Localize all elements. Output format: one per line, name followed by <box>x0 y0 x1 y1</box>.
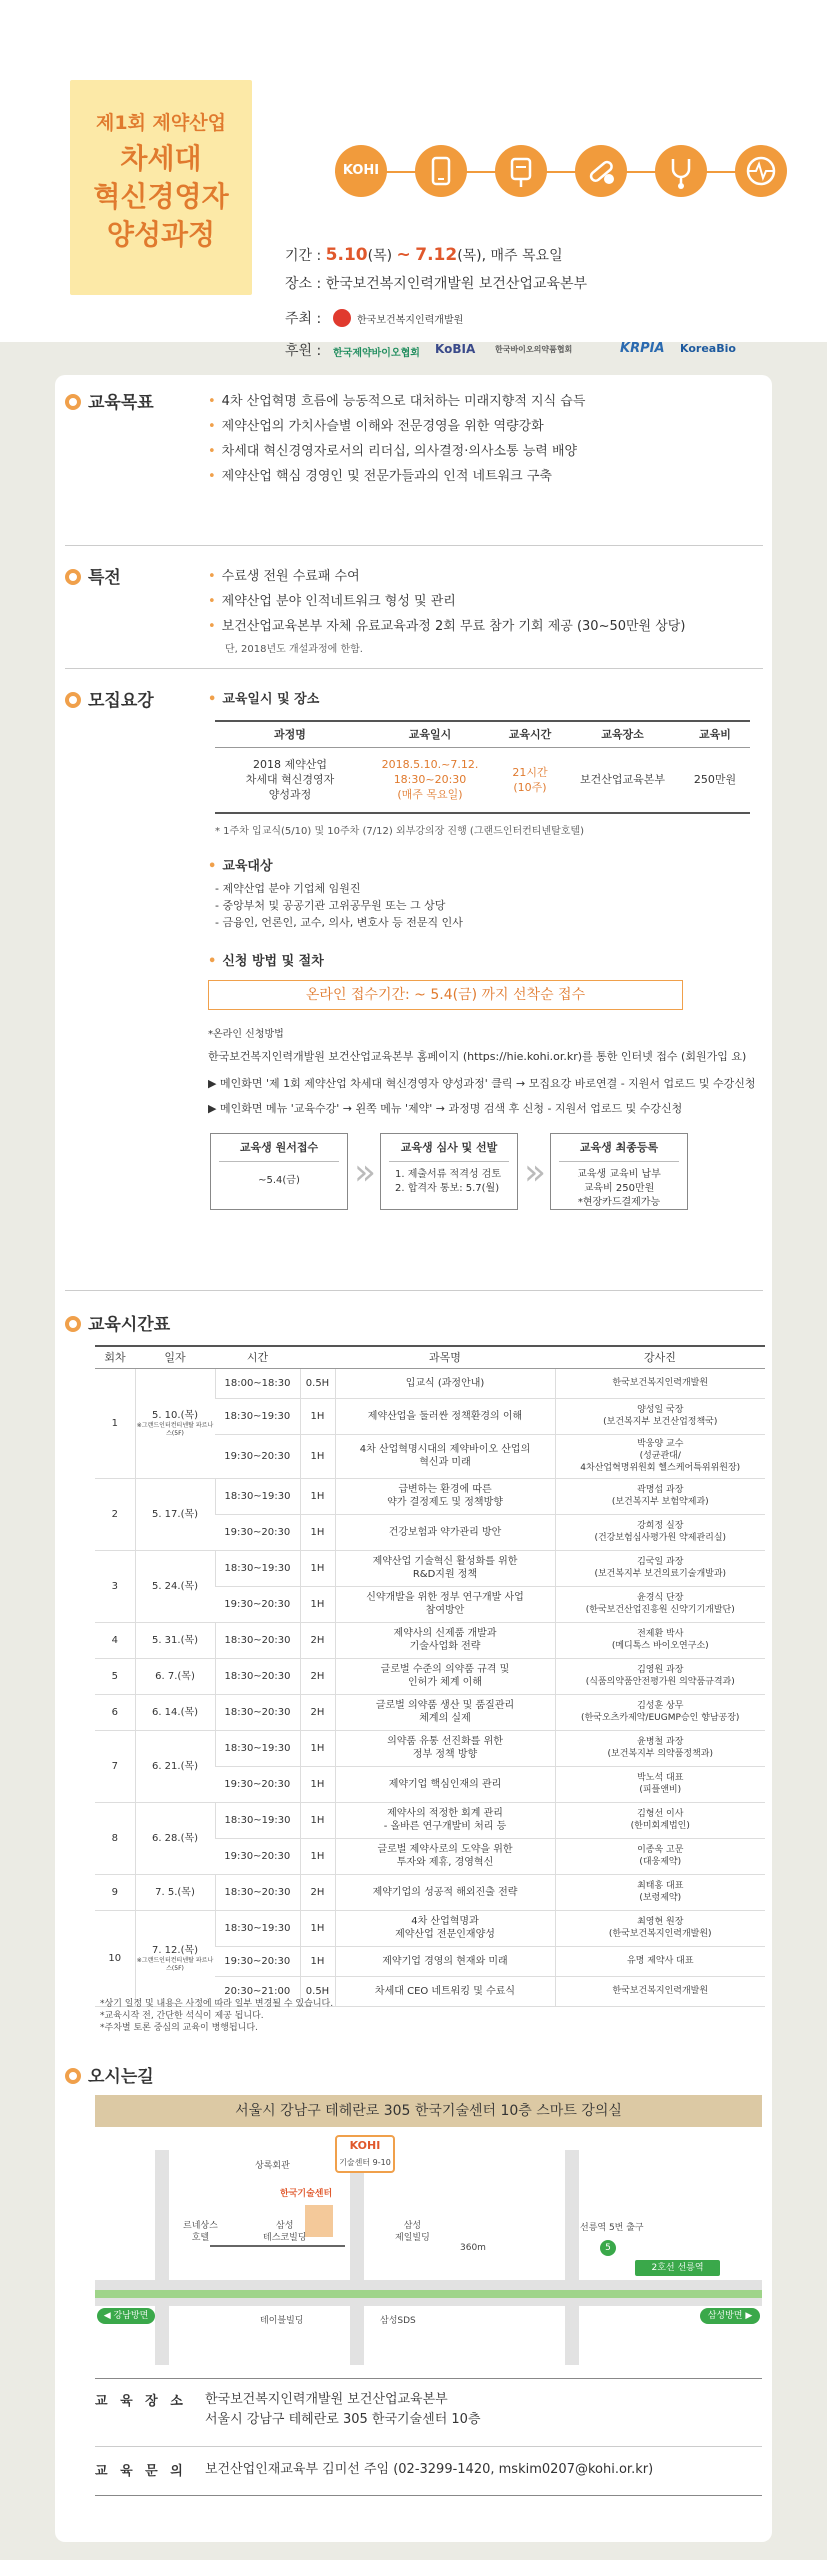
section-bullet-icon <box>65 692 81 708</box>
course-hours <box>495 747 565 813</box>
schedule-date <box>135 1910 215 2006</box>
stethoscope-icon <box>655 145 707 197</box>
schedule-subject: 4차 산업혁명시대의 제약바이오 산업의 혁신과 미래 <box>335 1434 555 1478</box>
feature-note: 단, 2018년도 개설과정에 한함. <box>225 644 363 655</box>
schedule-time: 18:30~19:30 <box>215 1802 300 1838</box>
schedule-time: 18:30~19:30 <box>215 1398 300 1434</box>
map-label-samsung-fire: 삼성 제일빌딩 <box>395 2221 430 2243</box>
course-table <box>215 720 750 814</box>
recruit-sub3: • 신청 방법 및 절차 <box>208 950 324 969</box>
schedule-no: 1 <box>95 1368 135 1478</box>
map-label-samsung-test: 삼성 테스코빌딩 <box>263 2221 307 2243</box>
schedule-lecturer: 최영현 원장 (한국보건복지인력개발원) <box>555 1910 765 1946</box>
schedule-time: 18:00~18:30 <box>215 1368 300 1398</box>
host-name: 한국보건복지인력개발원 <box>357 315 464 326</box>
map-label-sds: 삼성SDS <box>380 2316 416 2326</box>
schedule-lecturer: 윤경식 단장 (한국보건산업진흥원 신약기기개발단) <box>555 1586 765 1622</box>
flow-step-1 <box>210 1133 348 1210</box>
goal-list <box>208 390 768 490</box>
map-label-hotel: 르네상스 호텔 <box>183 2221 218 2243</box>
section-recruit-title <box>65 686 154 711</box>
schedule-subject: 제약기업의 성공적 해외진출 전략 <box>335 1874 555 1910</box>
schedule-no: 7 <box>95 1730 135 1802</box>
online-period-box: 온라인 접수기간: ~ 5.4(금) 까지 선착순 접수 <box>208 980 683 1010</box>
recruit-sub2: • 교육대상 <box>208 855 273 874</box>
schedule-date-text: 7. 5.(목) <box>155 1886 195 1898</box>
place-row <box>285 273 587 293</box>
direction-right-badge: 삼성방면 ▶ <box>700 2308 760 2324</box>
course-hours-line: 21시간 <box>512 765 548 779</box>
course-table-header <box>215 721 750 747</box>
direction-right-label: 삼성방면 <box>707 2311 743 2321</box>
schedule-hours: 1H <box>300 1946 335 1976</box>
period-label: 기간 : <box>285 248 322 264</box>
schedule-hours: 2H <box>300 1874 335 1910</box>
course-table-note: * 1주차 입교식(5/10) 및 10주차 (7/12) 외부강의장 진행 (그랜드인터컨티넨탈호텔) <box>215 826 584 837</box>
section-feature-label: 특전 <box>88 568 121 588</box>
course-name-line: 2018 제약산업 <box>253 758 327 772</box>
header <box>0 0 827 359</box>
online-method-2: ▶ 메인화면 '제 1회 제약산업 차세대 혁신경영자 양성과정' 클릭 → 모집요강 바로연결 - 지원서 업로드 및 수강신청 <box>208 1077 756 1090</box>
schedule-note: *주차별 토론 중심의 교육이 병행됩니다. <box>100 2023 258 2033</box>
schedule-hours: 0.5H <box>300 1368 335 1398</box>
schedule-lecturer: 전제환 박사 (메디톡스 바이오연구소) <box>555 1622 765 1658</box>
schedule-subject: 입교식 (과정안내) <box>335 1368 555 1398</box>
chevron-right-icon: » <box>353 1152 377 1193</box>
goal-item: • 제약산업의 가치사슬별 이해와 전문경영을 위한 역량강화 <box>208 415 768 440</box>
schedule-lecturer: 윤병철 과장 (보건복지부 의약품정책과) <box>555 1730 765 1766</box>
schedule-hours: 2H <box>300 1658 335 1694</box>
schedule-date <box>135 1550 215 1622</box>
section-recruit-label: 모집요강 <box>88 691 154 711</box>
kohi-map-marker <box>335 2135 395 2173</box>
schedule-subject: 제약산업 기술혁신 활성화를 위한 R&D지원 정책 <box>335 1550 555 1586</box>
exit-number-icon: 5 <box>600 2240 616 2256</box>
feature-list <box>208 565 768 640</box>
schedule-lecturer: 김성훈 상무 (한국오츠카제약/EUGMP승인 향남공장) <box>555 1694 765 1730</box>
schedule-hours: 1H <box>300 1586 335 1622</box>
period-end: 7.12 <box>415 245 458 265</box>
online-method-title: *온라인 신청방법 <box>208 1029 284 1040</box>
schedule-date-text: 7. 12.(목) <box>151 1944 199 1956</box>
footer-place-line: 서울시 강남구 테헤란로 305 한국기술센터 10층 <box>205 2412 481 2427</box>
section-location-label: 오시는길 <box>88 2067 154 2087</box>
course-name-line: 차세대 혁신경영자 <box>245 773 335 787</box>
schedule-date <box>135 1802 215 1874</box>
flow-step-line: 2. 합격자 통보: 5.7(월) <box>395 1183 500 1194</box>
target-item: - 제약산업 분야 기업체 임원진 <box>215 882 361 895</box>
target-item: - 중앙부처 및 공공기관 고위공무원 또는 그 상당 <box>215 899 446 912</box>
flow-step-title: 교육생 심사 및 선발 <box>389 1134 509 1162</box>
map-center-label: 한국기술센터 <box>280 2189 333 2199</box>
goal-item: • 제약산업 핵심 경영인 및 전문가들과의 인적 네트워크 구축 <box>208 465 768 490</box>
schedule-date-text: 6. 7.(목) <box>155 1670 195 1682</box>
schedule-subject: 신약개발을 위한 정부 연구개발 사업 참여방안 <box>335 1586 555 1622</box>
course-fee: 250만원 <box>680 747 750 813</box>
host-logo-icon <box>333 309 351 327</box>
footer-divider-bottom <box>95 2495 762 2496</box>
schedule-lecturer: 한국보건복지인력개발원 <box>555 1368 765 1398</box>
schedule-time: 18:30~19:30 <box>215 1730 300 1766</box>
footer-place-row <box>95 2390 762 2434</box>
kohi-map-label: KOHI <box>349 2139 381 2152</box>
host-label: 주최 : <box>285 311 322 327</box>
section-goal-label: 교육목표 <box>88 393 154 413</box>
map-road <box>155 2150 169 2365</box>
schedule-date <box>135 1874 215 1910</box>
section-location-title <box>65 2062 154 2087</box>
host-row <box>285 308 321 328</box>
title-line-1: 제1회 제약산업 <box>96 112 226 134</box>
schedule-no: 5 <box>95 1658 135 1694</box>
schedule-row <box>95 1368 765 1398</box>
sponsor-logo-1: 한국제약바이오협회 <box>333 348 420 359</box>
sponsor-logo-5: KoreaBio <box>680 342 736 355</box>
schedule-date-note: ※그랜드인터컨티넨탈 파르나스(5F) <box>136 1421 214 1437</box>
section-bullet-icon <box>65 569 81 585</box>
schedule-hours: 1H <box>300 1478 335 1514</box>
schedule-date-text: 5. 24.(목) <box>151 1580 199 1592</box>
schedule-date-text: 6. 14.(목) <box>151 1706 199 1718</box>
online-method-3: ▶ 메인화면 메뉴 '교육수강' → 왼쪽 메뉴 '제약' → 과정명 검색 후 신청 - 지원서 업로드 및 수강신청 <box>208 1102 683 1115</box>
schedule-date <box>135 1658 215 1694</box>
schedule-row <box>95 1622 765 1658</box>
goal-item: • 차세대 혁신경영자로서의 리더십, 의사결정·의사소통 능력 배양 <box>208 440 768 465</box>
schedule-time: 18:30~19:30 <box>215 1910 300 1946</box>
schedule-lecturer: 양성일 국장 (보건복지부 보건산업정책국) <box>555 1398 765 1434</box>
schedule-subject: 제약사의 적정한 회계 관리 - 올바른 연구개발비 처리 등 <box>335 1802 555 1838</box>
kohi-map-sub: 기술센터 9-10 <box>339 2158 391 2167</box>
schedule-note: *상기 일정 및 내용은 사정에 따라 일부 변경될 수 있습니다. <box>100 1999 334 2009</box>
kohi-building-icon <box>305 2205 333 2237</box>
footer-place-value <box>205 2390 481 2430</box>
schedule-time: 19:30~20:30 <box>215 1946 300 1976</box>
schedule-no: 6 <box>95 1694 135 1730</box>
schedule-row <box>95 1910 765 1946</box>
flow-step-line: 1. 제출서류 적격성 검토 <box>395 1169 502 1180</box>
subway-line <box>95 2290 762 2298</box>
th-course: 과정명 <box>215 721 365 747</box>
course-date-line: (매주 목요일) <box>397 788 463 802</box>
footer-contact-label: 교 육 문 의 <box>95 2464 187 2479</box>
flow-step-line: ~5.4(금) <box>258 1175 300 1186</box>
schedule-date <box>135 1478 215 1550</box>
schedule-hours: 1H <box>300 1730 335 1766</box>
flow-step-title: 교육생 원서접수 <box>219 1134 339 1162</box>
schedule-hours: 2H <box>300 1694 335 1730</box>
divider <box>65 545 763 546</box>
title-line-3: 혁신경영자 <box>93 180 229 213</box>
schedule-hours: 1H <box>300 1802 335 1838</box>
schedule-hours: 0.5H <box>300 1976 335 2006</box>
schedule-row <box>95 1658 765 1694</box>
schedule-time: 19:30~20:30 <box>215 1766 300 1802</box>
schedule-time: 19:30~20:30 <box>215 1434 300 1478</box>
schedule-row <box>95 1730 765 1766</box>
schedule-lecturer: 박웅양 교수 (성균관대/ 4차산업혁명위원회 헬스케어특위위원장) <box>555 1434 765 1478</box>
schedule-row <box>95 1802 765 1838</box>
footer-place-line: 한국보건복지인력개발원 보건산업교육본부 <box>205 2392 448 2407</box>
divider <box>65 1290 763 1291</box>
footer-contact-row <box>95 2460 762 2484</box>
schedule-hours: 1H <box>300 1434 335 1478</box>
footer-divider-top <box>95 2378 762 2379</box>
schedule-subject: 4차 산업혁명과 제약산업 전문인재양성 <box>335 1910 555 1946</box>
schedule-time: 19:30~20:30 <box>215 1838 300 1874</box>
schedule-lecturer: 한국보건복지인력개발원 <box>555 1976 765 2006</box>
schedule-hours: 1H <box>300 1910 335 1946</box>
th-lecturer: 강사진 <box>555 1346 765 1368</box>
place-value: 한국보건복지인력개발원 보건산업교육본부 <box>325 276 588 292</box>
schedule-date-text: 6. 28.(목) <box>151 1832 199 1844</box>
schedule-time: 18:30~19:30 <box>215 1550 300 1586</box>
schedule-hours: 1H <box>300 1766 335 1802</box>
schedule-date <box>135 1694 215 1730</box>
location-map <box>95 2130 762 2365</box>
period-start-day: (목) <box>367 248 393 264</box>
icon-strip <box>335 145 815 205</box>
flow-step-3 <box>550 1133 688 1210</box>
course-date <box>365 747 495 813</box>
schedule-table <box>95 1345 765 2007</box>
schedule-no: 8 <box>95 1802 135 1874</box>
schedule-lecturer: 박노석 대표 (피플앤비) <box>555 1766 765 1802</box>
th-place: 교육장소 <box>565 721 680 747</box>
goal-item: • 4차 산업혁명 흐름에 능동적으로 대처하는 미래지향적 지식 습득 <box>208 390 768 415</box>
schedule-subject: 글로벌 수준의 의약품 규격 및 인허가 체계 이해 <box>335 1658 555 1694</box>
schedule-time: 19:30~20:30 <box>215 1586 300 1622</box>
direction-left-badge: ◀ 강남방면 <box>97 2308 155 2324</box>
course-place: 보건산업교육본부 <box>565 747 680 813</box>
schedule-no: 9 <box>95 1874 135 1910</box>
schedule-row <box>95 1478 765 1514</box>
place-label: 장소 : <box>285 276 322 292</box>
course-date-line: 2018.5.10.~7.12. <box>381 758 479 772</box>
schedule-time: 18:30~20:30 <box>215 1694 300 1730</box>
schedule-hours: 1H <box>300 1514 335 1550</box>
schedule-date-text: 5. 31.(목) <box>151 1634 199 1646</box>
schedule-hours: 1H <box>300 1398 335 1434</box>
course-date-line: 18:30~20:30 <box>393 773 467 787</box>
schedule-no: 10 <box>95 1910 135 2006</box>
schedule-lecturer: 김국일 과장 (보건복지부 보건의료기술개발과) <box>555 1550 765 1586</box>
schedule-date <box>135 1622 215 1658</box>
section-bullet-icon <box>65 394 81 410</box>
section-feature-title <box>65 563 121 588</box>
schedule-time: 18:30~19:30 <box>215 1478 300 1514</box>
footer-contact-value: 보건산업인재교육부 김미선 주임 (02-3299-1420, mskim0207@kohi.or.kr) <box>205 2462 654 2477</box>
schedule-time: 18:30~20:30 <box>215 1874 300 1910</box>
sponsor-logo-4: KRPIA <box>620 341 665 356</box>
schedule-time: 18:30~20:30 <box>215 1622 300 1658</box>
schedule-note: *교육시작 전, 간단한 석식이 제공 됩니다. <box>100 2011 264 2021</box>
target-item: - 금융인, 언론인, 교수, 의사, 변호사 등 전문직 인사 <box>215 916 463 929</box>
th-no: 회차 <box>95 1346 135 1368</box>
footer-place-label: 교 육 장 소 <box>95 2394 187 2409</box>
period-start: 5.10 <box>325 245 368 265</box>
schedule-lecturer: 곽명섭 과장 (보건복지부 보험약제과) <box>555 1478 765 1514</box>
schedule-hours: 2H <box>300 1622 335 1658</box>
schedule-date-note: ※그랜드인터컨티넨탈 파르나스(5F) <box>136 1956 214 1972</box>
schedule-subject: 의약품 유통 선진화를 위한 정부 정책 방향 <box>335 1730 555 1766</box>
schedule-subject: 차세대 CEO 네트워킹 및 수료식 <box>335 1976 555 2006</box>
schedule-lecturer: 김형선 이사 (한미회계법인) <box>555 1802 765 1838</box>
divider <box>65 668 763 669</box>
schedule-subject: 글로벌 의약품 생산 및 품질관리 체계의 실제 <box>335 1694 555 1730</box>
course-table-row <box>215 747 750 813</box>
schedule-date <box>135 1368 215 1478</box>
schedule-row <box>95 1874 765 1910</box>
th-hours: 교육시간 <box>495 721 565 747</box>
schedule-row <box>95 1694 765 1730</box>
feature-item: • 제약산업 분야 인적네트워크 형성 및 관리 <box>208 590 768 615</box>
map-exit: 선릉역 5번 출구 <box>580 2223 644 2233</box>
map-road <box>350 2150 364 2365</box>
sponsor-logo-2: KoBIA <box>435 342 476 356</box>
schedule-no: 2 <box>95 1478 135 1550</box>
schedule-date-text: 6. 21.(목) <box>151 1760 199 1772</box>
schedule-lecturer: 이종욱 고문 (대웅제약) <box>555 1838 765 1874</box>
title-line-4: 양성과정 <box>106 218 216 251</box>
flow-step-2 <box>380 1133 518 1210</box>
sponsor-row <box>285 340 321 360</box>
course-name <box>215 747 365 813</box>
schedule-header <box>95 1346 765 1368</box>
pills-icon <box>575 145 627 197</box>
iv-bag-icon <box>495 145 547 197</box>
sponsor-label: 후원 : <box>285 343 322 359</box>
th-fee: 교육비 <box>680 721 750 747</box>
heartbeat-icon <box>735 145 787 197</box>
feature-item: • 보건산업교육본부 자체 유료교육과정 2회 무료 참가 기회 제공 (30~50만원 상당) <box>208 615 768 640</box>
online-method-1: 한국보건복지인력개발원 보건산업교육본부 홈페이지 (https://hie.kohi.or.kr)를 통한 인터넷 접수 (회원가입 요) <box>208 1050 747 1063</box>
schedule-hours: 1H <box>300 1550 335 1586</box>
schedule-lecturer: 강희정 실장 (건강보험심사평가원 약제관리실) <box>555 1514 765 1550</box>
schedule-date <box>135 1730 215 1802</box>
direction-left-label: 강남방면 <box>113 2311 149 2321</box>
icon-connector <box>335 171 775 173</box>
schedule-time: 18:30~20:30 <box>215 1658 300 1694</box>
section-goal-title <box>65 388 154 413</box>
sponsor-logo-3: 한국바이오의약품협회 <box>495 345 573 354</box>
schedule-time: 19:30~20:30 <box>215 1514 300 1550</box>
schedule-hours: 1H <box>300 1838 335 1874</box>
period-row <box>285 245 563 265</box>
map-label-sangnok: 상록회관 <box>255 2161 290 2171</box>
title-line-2: 차세대 <box>120 142 202 175</box>
address-bar: 서울시 강남구 테헤란로 305 한국기술센터 10층 스마트 강의실 <box>95 2095 762 2127</box>
target-list <box>215 880 463 931</box>
schedule-subject: 제약사의 신제품 개발과 기술사업화 전략 <box>335 1622 555 1658</box>
schedule-no: 4 <box>95 1622 135 1658</box>
footer-divider <box>95 2446 762 2447</box>
map-label-table: 테이블빌딩 <box>260 2316 304 2326</box>
title-box <box>70 80 252 295</box>
chevron-right-icon: » <box>523 1152 547 1193</box>
course-hours-line: (10주) <box>513 780 547 794</box>
schedule-subject: 급변하는 환경에 따른 약가 결정제도 및 정책방향 <box>335 1478 555 1514</box>
period-sep: ~ <box>396 245 411 265</box>
phone-icon <box>415 145 467 197</box>
schedule-date-text: 5. 10.(목) <box>151 1409 199 1421</box>
map-distance-line <box>210 2245 345 2247</box>
schedule-subject: 글로벌 제약사로의 도약을 위한 투자와 제휴, 경영혁신 <box>335 1838 555 1874</box>
subway-station-badge: 2호선 선릉역 <box>635 2260 720 2276</box>
flow-step-line: *현장카드결제가능 <box>577 1197 661 1208</box>
course-name-line: 양성과정 <box>268 788 312 802</box>
flow-step-title: 교육생 최종등록 <box>559 1134 679 1162</box>
section-bullet-icon <box>65 2068 81 2084</box>
schedule-lecturer: 김영원 과장 (식품의약품안전평가원 의약품규격과) <box>555 1658 765 1694</box>
schedule-time: 20:30~21:00 <box>215 1976 300 2006</box>
schedule-subject: 건강보험과 약가관리 방안 <box>335 1514 555 1550</box>
schedule-lecturer: 유명 제약사 대표 <box>555 1946 765 1976</box>
schedule-notes <box>100 1998 333 2034</box>
schedule-subject: 제약기업 경영의 현재와 미래 <box>335 1946 555 1976</box>
title-main <box>70 140 252 254</box>
schedule-subject: 제약산업을 둘러싼 정책환경의 이해 <box>335 1398 555 1434</box>
map-distance: 360m <box>460 2243 486 2253</box>
th-date: 일자 <box>135 1346 215 1368</box>
schedule-row <box>95 1550 765 1586</box>
section-bullet-icon <box>65 1316 81 1332</box>
schedule-lecturer: 최태홍 대표 (보령제약) <box>555 1874 765 1910</box>
period-end-day: (목), 매주 목요일 <box>457 248 563 264</box>
section-schedule-title <box>65 1310 170 1335</box>
th-subject: 과목명 <box>335 1346 555 1368</box>
schedule-subject: 제약기업 핵심인재의 관리 <box>335 1766 555 1802</box>
th-hours <box>300 1346 335 1368</box>
map-road <box>565 2150 579 2365</box>
schedule-date-text: 5. 17.(목) <box>151 1508 199 1520</box>
kohi-icon: KOHI <box>335 145 387 197</box>
th-date: 교육일시 <box>365 721 495 747</box>
schedule-no: 3 <box>95 1550 135 1622</box>
recruit-sub1: • 교육일시 및 장소 <box>208 688 319 707</box>
section-schedule-label: 교육시간표 <box>88 1315 171 1335</box>
feature-item: • 수료생 전원 수료패 수여 <box>208 565 768 590</box>
th-time: 시간 <box>215 1346 300 1368</box>
flow-step-line: 교육비 250만원 <box>583 1183 655 1194</box>
flow-step-line: 교육생 교육비 납부 <box>577 1169 661 1180</box>
